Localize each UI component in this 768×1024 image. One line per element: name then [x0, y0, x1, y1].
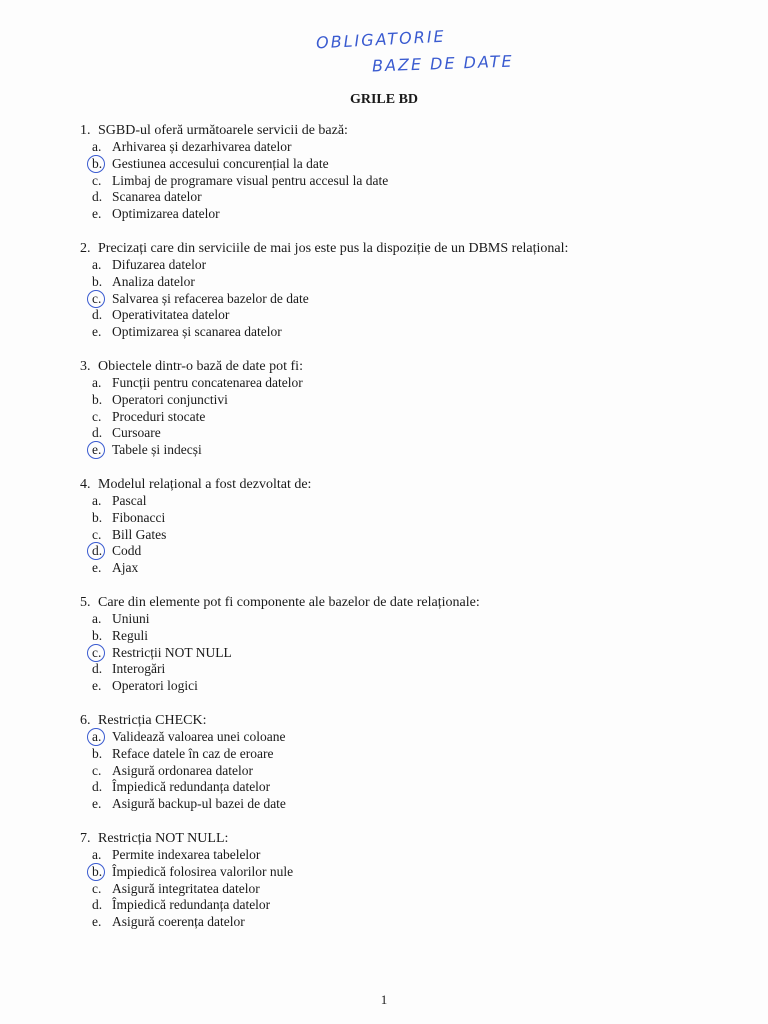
document-title: GRILE BD: [349, 92, 419, 107]
answer-letter: a.: [92, 139, 102, 154]
handwritten-note-line1: OBLIGATORIE: [315, 26, 447, 53]
question-number: 2.: [80, 240, 91, 256]
answer-text: Ajax: [112, 560, 139, 576]
answer-letter: c.: [92, 526, 102, 542]
answer-text: Salvarea și refacerea bazelor de date: [112, 290, 309, 306]
answer-text: Scanarea datelor: [112, 189, 202, 205]
answer-option: [92, 274, 738, 291]
answer-letter: e.: [92, 560, 102, 576]
answer-option: [92, 375, 738, 392]
answer-text: Asigură backup-ul bazei de date: [112, 796, 286, 812]
answer-text: Permite indexarea tabelelor: [112, 846, 261, 862]
answer-letter: e.: [92, 796, 102, 812]
question-block: [78, 358, 738, 459]
handwritten-note-line2: BAZE DE DATE: [371, 51, 514, 76]
question-label: Precizați care din serviciile de mai jos este pus la dispoziție de un DBMS relațional:: [98, 240, 569, 256]
question-list: [78, 122, 738, 948]
circled-answer-letter: e.: [92, 442, 112, 459]
answer-letter: b.: [92, 745, 103, 761]
answer-option: [92, 189, 738, 206]
circled-answer-letter: c.: [92, 645, 112, 662]
answer-letter: a.: [92, 256, 102, 272]
answer-letter: a.: [92, 374, 102, 390]
answer-text: Pascal: [112, 492, 147, 508]
answer-text: Asigură integritatea datelor: [112, 880, 260, 896]
answer-text: Limbaj de programare visual pentru accesul la date: [112, 172, 389, 188]
question-number: 1.: [80, 123, 91, 138]
answer-letter: c.: [92, 762, 102, 778]
answer-text: Restricții NOT NULL: [112, 644, 232, 660]
answer-text: Împiedică redundanța datelor: [112, 779, 271, 795]
answer-text: Uniuni: [112, 610, 150, 626]
answer-letter: e.: [92, 324, 102, 340]
answer-option: [92, 746, 738, 763]
answer-letter: b.: [92, 273, 103, 289]
question-label: Care din elemente pot fi componente ale bazelor de date relaționale:: [98, 594, 480, 610]
answer-text: Împiedică redundanța datelor: [112, 897, 271, 913]
answer-text: Operatori logici: [112, 678, 198, 694]
answer-letter: d.: [92, 307, 103, 323]
answer-text: Funcții pentru concatenarea datelor: [112, 374, 303, 390]
answer-option: [92, 307, 738, 324]
answer-option-selected: [92, 729, 738, 746]
answer-text: Bill Gates: [112, 526, 167, 542]
answer-option: [92, 257, 738, 274]
answer-letter: d.: [92, 897, 103, 913]
answer-option: [92, 914, 738, 931]
question-number: 3.: [80, 358, 91, 374]
answer-letter: b.: [92, 509, 103, 525]
answer-text: Reface datele în caz de eroare: [112, 745, 274, 761]
question-block: [78, 830, 738, 931]
answer-option: [92, 409, 738, 426]
answer-text: Asigură ordonarea datelor: [112, 762, 253, 778]
answer-option: [92, 763, 738, 780]
answer-text: Optimizarea și scanarea datelor: [112, 324, 282, 340]
answer-option: [92, 173, 738, 190]
answer-options: [78, 257, 738, 341]
answer-options: [78, 611, 738, 695]
answer-option: [92, 678, 738, 695]
answer-text: Fibonacci: [112, 509, 166, 525]
answer-text: Interogări: [112, 661, 166, 677]
question-number: 6.: [80, 712, 91, 728]
answer-option: [92, 425, 738, 442]
answer-option: [92, 510, 738, 527]
question-label: Restricția CHECK:: [98, 712, 207, 728]
answer-letter: c.: [92, 408, 102, 424]
answer-letter: a.: [92, 846, 102, 862]
answer-option-selected: [92, 864, 738, 881]
answer-option: [92, 324, 738, 341]
question-text: [80, 594, 738, 611]
answer-text: Reguli: [112, 627, 148, 643]
answer-letter: a.: [92, 610, 102, 626]
answer-text: Codd: [112, 543, 142, 559]
answer-option: [92, 628, 738, 645]
answer-text: Cursoare: [112, 425, 161, 441]
answer-letter: d.: [92, 779, 103, 795]
answer-option: [92, 779, 738, 796]
answer-text: Difuzarea datelor: [112, 256, 207, 272]
answer-options: [78, 847, 738, 931]
answer-option: [92, 493, 738, 510]
answer-text: Tabele și indecși: [112, 442, 202, 458]
answer-text: Optimizarea datelor: [112, 206, 220, 222]
answer-option: [92, 139, 738, 156]
answer-text: Proceduri stocate: [112, 408, 206, 424]
question-number: 7.: [80, 830, 91, 846]
question-text: [80, 476, 738, 493]
page-number: 1: [380, 992, 388, 1007]
question-block: [78, 712, 738, 813]
question-text: [80, 122, 738, 139]
answer-option: [92, 527, 738, 544]
answer-text: Asigură coerența datelor: [112, 914, 245, 930]
question-block: [78, 594, 738, 695]
answer-option-selected: [92, 291, 738, 308]
answer-option: [92, 206, 738, 223]
answer-text: Validează valoarea unei coloane: [112, 728, 286, 744]
circled-answer-letter: d.: [92, 543, 112, 560]
question-block: [78, 476, 738, 577]
answer-option: [92, 392, 738, 409]
answer-letter: b.: [92, 391, 103, 407]
answer-text: Arhivarea și dezarhivarea datelor: [112, 139, 292, 154]
question-text: [80, 358, 738, 375]
answer-letter: d.: [92, 661, 103, 677]
answer-letter: e.: [92, 206, 102, 222]
answer-text: Gestiunea accesului concurențial la date: [112, 155, 329, 171]
answer-option: [92, 897, 738, 914]
answer-option: [92, 796, 738, 813]
answer-text: Împiedică folosirea valorilor nule: [112, 863, 294, 879]
answer-text: Analiza datelor: [112, 273, 195, 289]
answer-options: [78, 375, 738, 459]
question-number: 4.: [80, 476, 91, 492]
answer-option: [92, 847, 738, 864]
question-number: 5.: [80, 594, 91, 610]
answer-option-selected: [92, 543, 738, 560]
answer-letter: d.: [92, 189, 103, 205]
answer-option: [92, 881, 738, 898]
answer-option: [92, 661, 738, 678]
answer-option-selected: [92, 645, 738, 662]
answer-letter: b.: [92, 627, 103, 643]
question-label: Modelul relațional a fost dezvoltat de:: [98, 476, 312, 492]
answer-options: [78, 493, 738, 577]
answer-letter: c.: [92, 172, 102, 188]
question-text: [80, 830, 738, 847]
circled-answer-letter: b.: [92, 864, 112, 881]
question-text: [80, 712, 738, 729]
answer-option-selected: [92, 442, 738, 459]
circled-answer-letter: c.: [92, 291, 112, 308]
question-block: [78, 122, 738, 223]
answer-letter: a.: [92, 492, 102, 508]
answer-text: Operatori conjunctivi: [112, 391, 228, 407]
answer-letter: d.: [92, 425, 103, 441]
answer-text: Operativitatea datelor: [112, 307, 230, 323]
circled-answer-letter: b.: [92, 156, 112, 173]
question-label: SGBD-ul oferă următoarele servicii de bază:: [98, 123, 348, 138]
answer-letter: c.: [92, 880, 102, 896]
answer-letter: e.: [92, 678, 102, 694]
answer-options: [78, 139, 738, 223]
answer-letter: e.: [92, 914, 102, 930]
answer-option: [92, 560, 738, 577]
question-block: [78, 240, 738, 341]
circled-answer-letter: a.: [92, 729, 112, 746]
question-label: Obiectele dintr-o bază de date pot fi:: [98, 358, 303, 374]
answer-options: [78, 729, 738, 813]
question-label: Restricția NOT NULL:: [98, 830, 229, 846]
question-text: [80, 240, 738, 257]
answer-option-selected: [92, 156, 738, 173]
answer-option: [92, 611, 738, 628]
